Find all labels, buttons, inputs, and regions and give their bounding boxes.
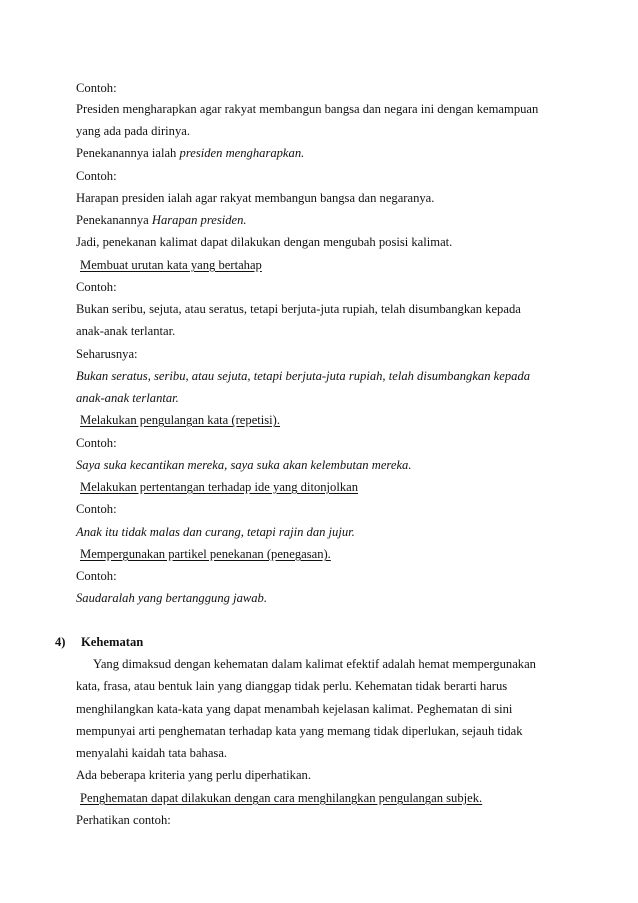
text-line: Contoh:	[76, 502, 117, 516]
text-line: mempunyai arti penghematan terhadap kata yang memang tidak diperlukan, sejauh tidak	[76, 724, 523, 738]
text-line: menghilangkan kata-kata yang dapat menambah kejelasan kalimat. Peghematan di sini	[76, 702, 513, 716]
text-line: Contoh:	[76, 169, 117, 183]
text-line: Saya suka kecantikan mereka, saya suka akan kelembutan mereka.	[76, 458, 412, 472]
section-title: Kehematan	[81, 635, 144, 649]
subheading	[80, 479, 358, 495]
text-line: Seharusnya:	[76, 347, 138, 361]
subheading	[80, 546, 331, 562]
subheading-text: Penghematan dapat dilakukan dengan cara menghilangkan pengulangan subjek.	[80, 791, 483, 805]
subheading-text: Mempergunakan partikel penekanan (penegasan).	[80, 547, 331, 561]
text-line: Saudaralah yang bertanggung jawab.	[76, 591, 268, 605]
text-line	[76, 212, 247, 228]
subheading	[80, 790, 482, 806]
subheading	[80, 412, 280, 428]
text-line: menyalahi kaidah tata bahasa.	[76, 746, 228, 760]
text-line: Contoh:	[76, 569, 117, 583]
text-line-emphasis: Harapan presiden.	[151, 213, 247, 227]
text-line: Ada beberapa kriteria yang perlu diperhatikan.	[76, 768, 311, 782]
subheading-text: Melakukan pengulangan kata (repetisi).	[80, 413, 281, 427]
subheading-text: Membuat urutan kata yang bertahap	[80, 258, 262, 272]
text-line: Bukan seribu, sejuta, atau seratus, tetapi berjuta-juta rupiah, telah disumbangkan kepada	[76, 302, 521, 316]
text-line: anak-anak terlantar.	[76, 324, 176, 338]
text-line: yang ada pada dirinya.	[76, 124, 190, 138]
text-line: Contoh:	[76, 280, 117, 294]
text-line: Yang dimaksud dengan kehematan dalam kalimat efektif adalah hemat mempergunakan	[93, 657, 536, 671]
text-line: Contoh:	[76, 436, 117, 450]
subheading-text: Melakukan pertentangan terhadap ide yang ditonjolkan	[80, 480, 359, 494]
text-line: Presiden mengharapkan agar rakyat membangun bangsa dan negara ini dengan kemampuan	[76, 102, 539, 116]
section-number: 4)	[55, 635, 66, 649]
text-line: Contoh:	[76, 81, 117, 95]
text-line: Anak itu tidak malas dan curang, tetapi rajin dan jujur.	[76, 525, 355, 539]
text-line	[76, 145, 304, 161]
text-line: Bukan seratus, seribu, atau sejuta, tetapi berjuta-juta rupiah, telah disumbangkan kepada	[76, 369, 531, 383]
text-line-emphasis: presiden mengharapkan.	[179, 146, 305, 160]
text-line: anak-anak terlantar.	[76, 391, 179, 405]
section-heading	[55, 634, 143, 650]
text-line: kata, frasa, atau bentuk lain yang dianggap tidak perlu. Kehematan tidak berarti harus	[76, 679, 508, 693]
text-line: Perhatikan contoh:	[76, 813, 171, 827]
subheading	[80, 257, 262, 273]
text-line: Harapan presiden ialah agar rakyat membangun bangsa dan negaranya.	[76, 191, 435, 205]
text-line-plain: Penekanannya	[76, 213, 152, 227]
text-line: Jadi, penekanan kalimat dapat dilakukan dengan mengubah posisi kalimat.	[76, 235, 453, 249]
text-line-plain: Penekanannya ialah	[76, 146, 180, 160]
